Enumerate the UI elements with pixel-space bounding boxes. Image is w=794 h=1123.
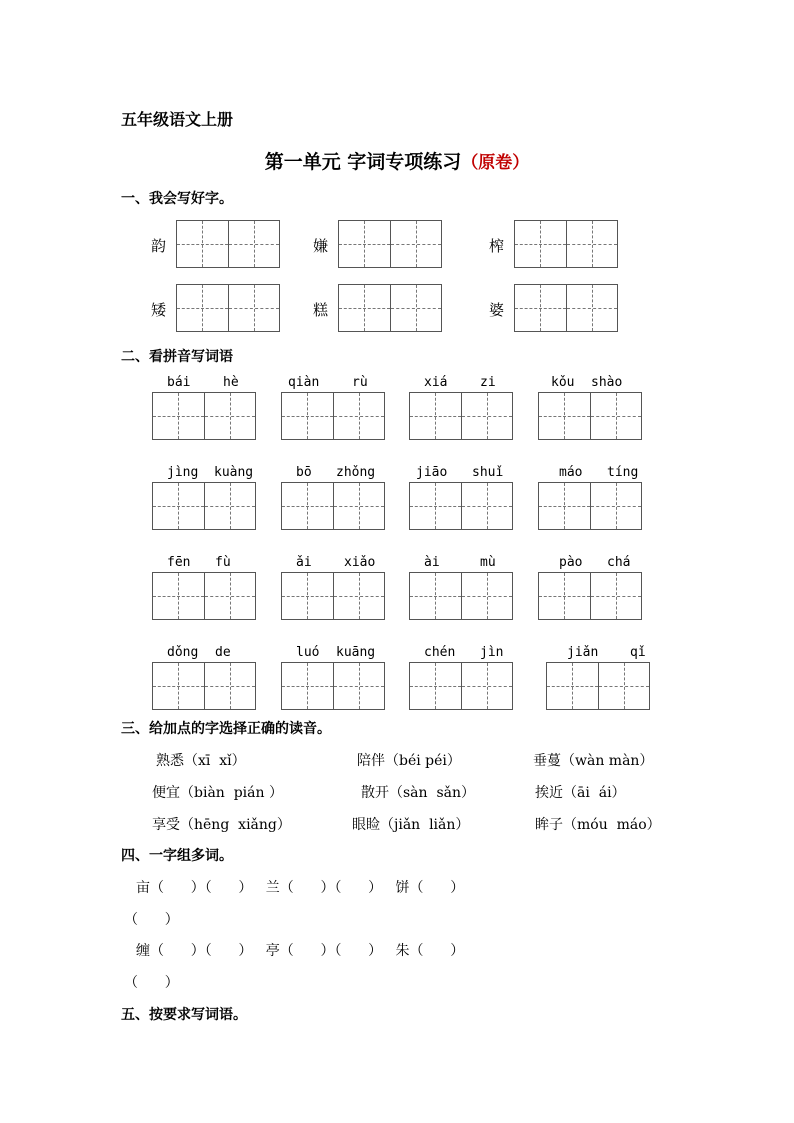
reading-choice[interactable]: 熟悉（xī xǐ） [156,753,246,769]
writing-grid[interactable] [176,220,280,268]
pinyin-label: zi [480,375,496,390]
pinyin-label: chá [607,555,631,570]
pinyin-label: hè [223,375,239,390]
section-1-heading: 一、我会写好字。 [121,191,233,207]
reading-choice[interactable]: 眼睑（jiǎn liǎn） [352,817,470,833]
char-label: 婆 [489,301,505,319]
char-label: 榨 [489,237,505,255]
page-title [0,147,794,174]
char-label: 矮 [151,301,167,319]
pinyin-label: qǐ [630,645,646,660]
section-2-heading: 二、看拼音写词语 [121,349,233,365]
writing-grid[interactable] [281,572,385,620]
reading-choice[interactable]: 眸子（móu máo） [535,817,661,833]
pinyin-label: zhǒng [336,465,376,480]
pinyin-label: shuǐ [472,465,504,480]
reading-choice[interactable]: 享受（hēng xiǎng） [152,817,291,833]
pinyin-label: xiá [424,375,448,390]
writing-grid[interactable] [409,482,513,530]
pinyin-label: chén [424,645,456,660]
word-group-row[interactable]: （ ） [124,912,179,928]
section-4-heading: 四、一字组多词。 [121,848,233,864]
pinyin-label: rù [352,375,368,390]
pinyin-label: mù [480,555,496,570]
pinyin-label: kǒu [551,375,575,390]
pinyin-label: jìng [167,465,199,480]
pinyin-label: jiāo [416,465,448,480]
pinyin-label: tíng [607,465,639,480]
grade-label: 五年级语文上册 [121,110,234,129]
writing-grid[interactable] [514,284,618,332]
writing-grid[interactable] [546,662,650,710]
writing-grid[interactable] [409,662,513,710]
pinyin-label: máo [559,465,583,480]
reading-choice[interactable]: 散开（sàn sǎn） [361,785,475,801]
reading-choice[interactable]: 挨近（āi ái） [535,785,626,801]
writing-grid[interactable] [409,572,513,620]
pinyin-label: kuàng [214,465,254,480]
reading-choice[interactable]: 便宜（biàn pián ） [152,785,283,801]
pinyin-label: ǎi [296,555,312,570]
writing-grid[interactable] [152,392,256,440]
pinyin-label: kuāng [336,645,376,660]
pinyin-label: xiǎo [344,555,376,570]
writing-grid[interactable] [281,662,385,710]
writing-grid[interactable] [538,482,642,530]
char-label: 嫌 [313,237,329,255]
writing-grid[interactable] [281,392,385,440]
section-3-heading: 三、给加点的字选择正确的读音。 [121,721,331,737]
writing-grid[interactable] [152,482,256,530]
writing-grid[interactable] [281,482,385,530]
pinyin-label: de [215,645,231,660]
char-label: 韵 [151,237,167,255]
word-group-row[interactable]: （ ） [124,975,179,991]
word-group-row[interactable]: 缠（ ）（ ） 亭（ ）（ ） 朱（ ） [136,943,465,959]
pinyin-label: dǒng [167,645,199,660]
title-main: 第一单元 字词专项练习 [264,151,462,173]
reading-choice[interactable]: 陪伴（béi péi） [357,753,461,769]
writing-grid[interactable] [152,572,256,620]
reading-choice[interactable]: 垂蔓（wàn màn） [533,753,654,769]
writing-grid[interactable] [538,392,642,440]
char-label: 糕 [313,301,329,319]
writing-grid[interactable] [338,220,442,268]
pinyin-label: luó [296,645,320,660]
section-5-heading: 五、按要求写词语。 [121,1007,247,1023]
pinyin-label: fēn [167,555,191,570]
writing-grid[interactable] [152,662,256,710]
pinyin-label: pào [559,555,583,570]
writing-grid[interactable] [338,284,442,332]
writing-grid[interactable] [409,392,513,440]
pinyin-label: shào [591,375,623,390]
pinyin-label: qiàn [288,375,320,390]
pinyin-label: jiǎn [567,645,599,660]
pinyin-label: jìn [480,645,504,660]
pinyin-label: bō [296,465,312,480]
pinyin-label: fù [215,555,231,570]
pinyin-label: ài [424,555,440,570]
word-group-row[interactable]: 亩（ ）（ ） 兰（ ）（ ） 饼（ ） [136,880,465,896]
writing-grid[interactable] [514,220,618,268]
writing-grid[interactable] [538,572,642,620]
title-tag: （原卷） [461,153,530,173]
pinyin-label: bái [167,375,191,390]
writing-grid[interactable] [176,284,280,332]
